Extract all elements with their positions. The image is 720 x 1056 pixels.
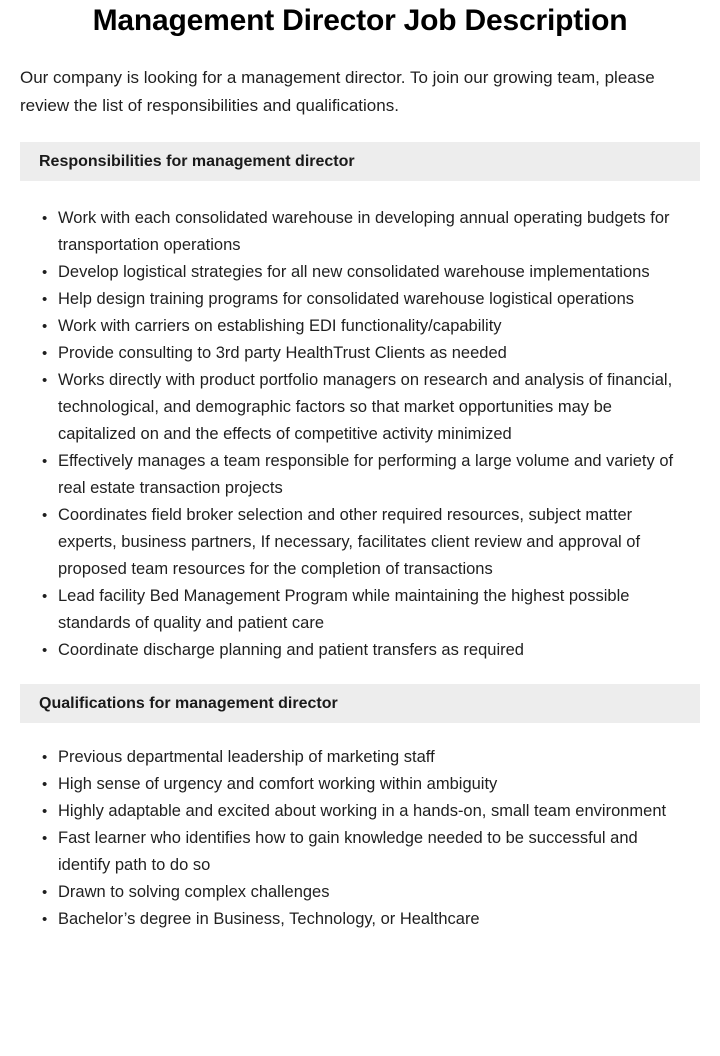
list-item: • Coordinate discharge planning and patient transfers as required (0, 637, 720, 664)
qualifications-list (0, 723, 720, 933)
list-item: • Help design training programs for consolidated warehouse logistical operations (0, 286, 720, 313)
list-item: • Work with carriers on establishing EDI functionality/capability (0, 313, 720, 340)
list-item: • Lead facility Bed Management Program while maintaining the highest possible standards of quality and patient care (0, 583, 720, 637)
list-item: • Works directly with product portfolio managers on research and analysis of financial, technological, and demographic factors so that market opportunities may be capitalized on and the effects of competitive activity minimized (0, 367, 720, 448)
list-item: • Previous departmental leadership of marketing staff (0, 744, 720, 771)
list-item: • Develop logistical strategies for all new consolidated warehouse implementations (0, 259, 720, 286)
page-title: Management Director Job Description (92, 4, 628, 37)
list-item: • Fast learner who identifies how to gain knowledge needed to be successful and identify path to do so (0, 825, 720, 879)
list-item: • Coordinates field broker selection and other required resources, subject matter experts, business partners, If necessary, facilitates client review and approval of proposed team resources for the completion of transactions (0, 502, 720, 583)
section-header-qualifications: Qualifications for management director (20, 684, 700, 723)
section-qualifications (0, 684, 720, 933)
list-item: • Provide consulting to 3rd party HealthTrust Clients as needed (0, 340, 720, 367)
list-item: • Drawn to solving complex challenges (0, 879, 720, 906)
intro-paragraph: Our company is looking for a management director. To join our growing team, please review the list of responsibilities and qualifications. (20, 67, 655, 115)
list-item: • High sense of urgency and comfort working within ambiguity (0, 771, 720, 798)
list-item: • Bachelor’s degree in Business, Technology, or Healthcare (0, 906, 720, 933)
section-header-responsibilities: Responsibilities for management director (20, 142, 700, 181)
list-item: • Highly adaptable and excited about working in a hands-on, small team environment (0, 798, 720, 825)
responsibilities-list (0, 181, 720, 664)
section-responsibilities (0, 142, 720, 664)
list-item: • Effectively manages a team responsible for performing a large volume and variety of real estate transaction projects (0, 448, 720, 502)
list-item: • Work with each consolidated warehouse in developing annual operating budgets for transportation operations (0, 205, 720, 259)
